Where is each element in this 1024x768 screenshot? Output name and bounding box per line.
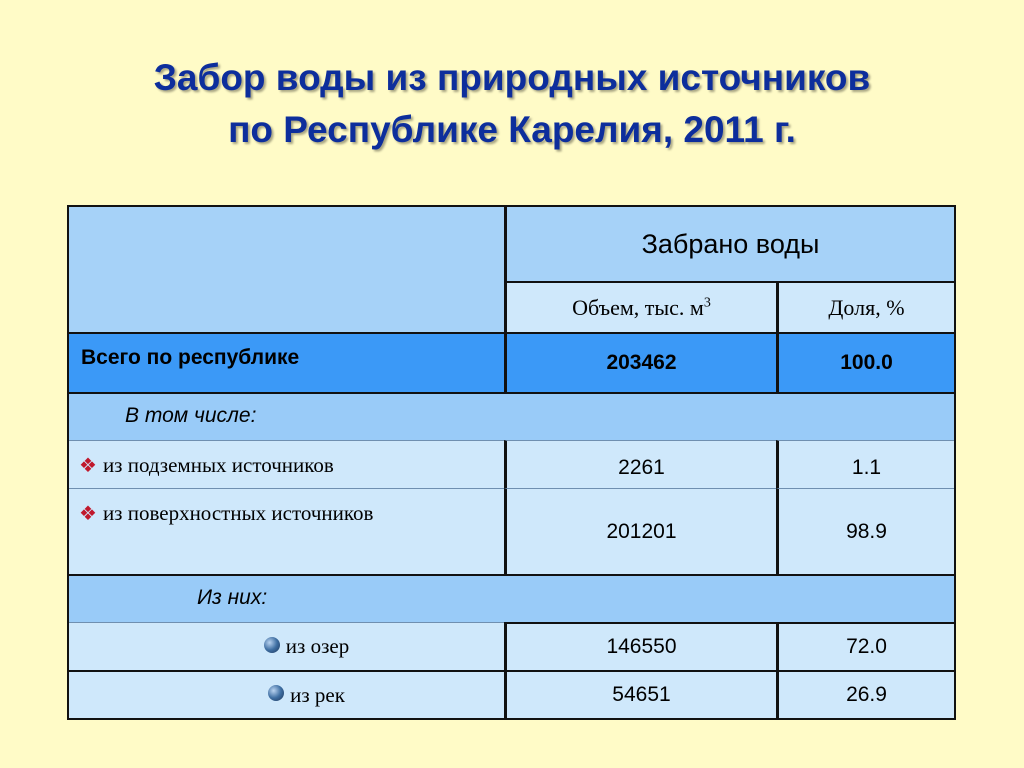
- rivers-label-cell: [69, 670, 504, 718]
- sphere-bullet-icon: [264, 637, 280, 653]
- lakes-share: 72.0: [846, 635, 887, 658]
- page-title: [0, 52, 1024, 156]
- lakes-volume: 146550: [606, 635, 677, 658]
- surface-share-cell: [776, 488, 954, 574]
- total-volume-cell: [504, 332, 776, 392]
- header-group-cell: [504, 207, 954, 281]
- sphere-bullet-icon: [268, 685, 284, 701]
- underground-label: из подземных источников: [102, 453, 334, 477]
- including-section-row: [69, 392, 954, 440]
- including-label: В том числе:: [125, 404, 257, 427]
- header-volume-cell: [504, 281, 776, 332]
- underground-volume: 2261: [618, 455, 665, 479]
- total-label-cell: [69, 332, 504, 392]
- rivers-volume: 54651: [612, 683, 671, 706]
- header-volume-label: Объем, тыс. $м^3$: [572, 294, 711, 320]
- total-share-cell: [776, 332, 954, 392]
- title-line-2: по Республике Карелия, 2011 г.: [228, 109, 796, 150]
- lakes-label: из озер: [285, 634, 350, 658]
- underground-label-cell: [69, 440, 504, 488]
- rivers-share: 26.9: [846, 683, 887, 706]
- surface-label-cell: [69, 488, 504, 574]
- lakes-volume-cell: [504, 622, 776, 670]
- underground-share: 1.1: [851, 455, 882, 479]
- header-share-cell: [776, 281, 954, 332]
- rivers-label: из рек: [290, 682, 345, 707]
- of-them-label: Из них:: [197, 586, 268, 609]
- lakes-label-cell: [69, 622, 504, 670]
- header-blank-cell: [69, 207, 504, 332]
- total-share: 100.0: [840, 351, 893, 374]
- total-volume: 203462: [606, 351, 677, 374]
- surface-label: из поверхностных источников: [102, 501, 374, 525]
- lakes-share-cell: [776, 622, 954, 670]
- underground-share-cell: [776, 440, 954, 488]
- underground-volume-cell: [504, 440, 776, 488]
- header-share-label: Доля, %: [828, 294, 905, 320]
- rivers-share-cell: [776, 670, 954, 718]
- surface-share: 98.9: [846, 519, 887, 543]
- total-label: Всего по республике: [81, 346, 300, 369]
- title-line-1: Забор воды из природных источников: [153, 57, 871, 98]
- rivers-volume-cell: [504, 670, 776, 718]
- surface-volume-cell: [504, 488, 776, 574]
- surface-volume: 201201: [606, 519, 677, 543]
- header-group-label: Забрано воды: [641, 228, 820, 259]
- of-them-section-row: [69, 574, 954, 622]
- diamond-bullet-icon: ❖: [79, 455, 97, 477]
- water-intake-table: [67, 205, 956, 720]
- diamond-bullet-icon: ❖: [79, 503, 97, 525]
